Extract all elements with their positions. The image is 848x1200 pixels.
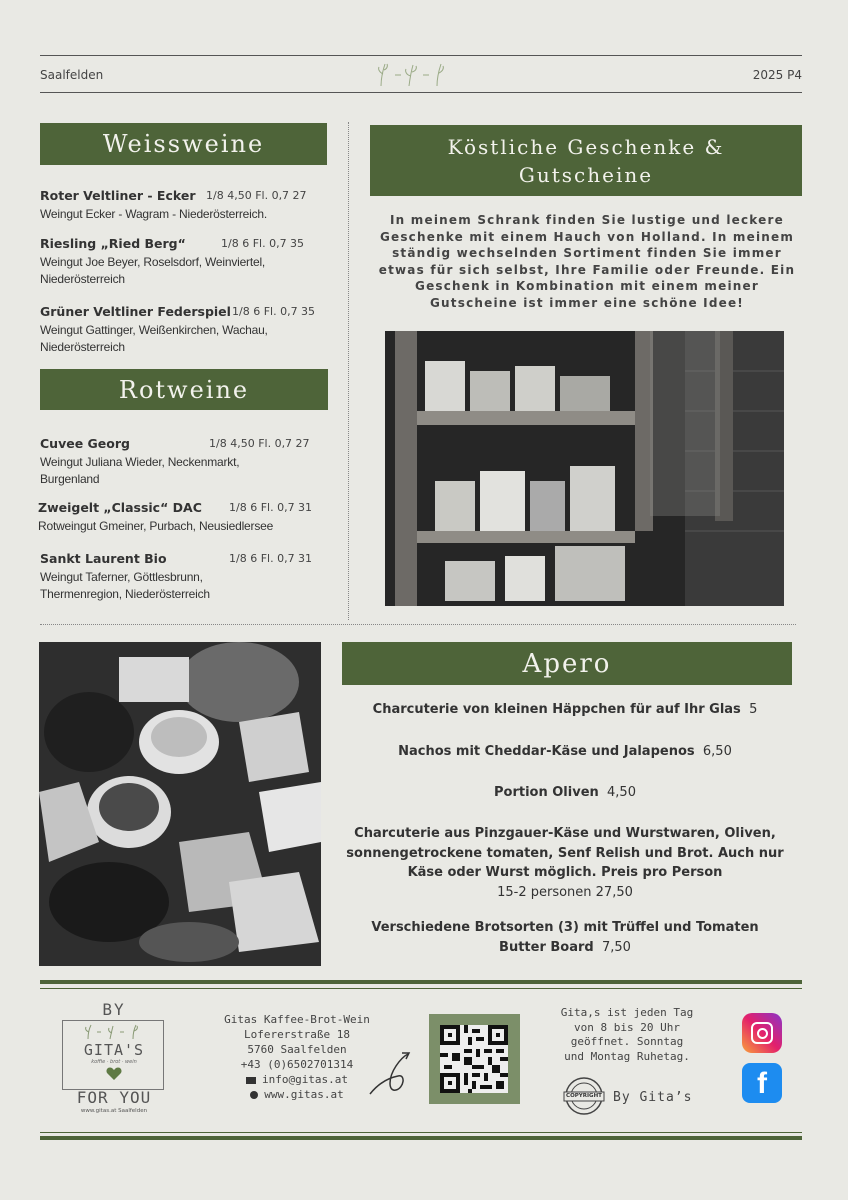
logo-by: BY <box>102 1000 126 1019</box>
by-gitas-text: By Gita’s <box>613 1090 693 1105</box>
copyright-label: COPYRIGHT <box>566 1093 602 1099</box>
address-line: 5760 Saalfelden <box>247 1043 347 1056</box>
hours-line: und Montag Ruhetag. <box>564 1049 690 1063</box>
leaf-sprig-icon <box>82 1024 142 1040</box>
apero-item <box>340 700 790 720</box>
footer-rule-top <box>40 980 802 984</box>
apero-item-text: Charcuterie von kleinen Häppchen für auf Ihr Glas <box>372 702 741 717</box>
wine-price: 1/8 6 Fl. 0,7 35 <box>221 237 305 250</box>
email-line[interactable] <box>212 1072 382 1087</box>
wine-name: Roter Veltliner - Ecker <box>40 188 196 203</box>
apero-item <box>355 918 775 957</box>
qr-code[interactable] <box>429 1014 520 1104</box>
weissweine-title: Weissweine <box>40 123 327 165</box>
gifts-title <box>370 125 802 196</box>
wine-name: Cuvee Georg <box>40 436 130 451</box>
wine-item <box>38 500 338 536</box>
curved-arrow-icon <box>366 1048 414 1098</box>
wine-price: 1/8 4,50 Fl. 0,7 27 <box>206 189 307 202</box>
globe-icon <box>250 1091 258 1099</box>
apero-item-price: 6,50 <box>702 744 732 759</box>
gifts-title-line2: Gutscheine <box>518 162 654 187</box>
header-location: Saalfelden <box>40 68 104 82</box>
hours-line: von 8 bis 20 Uhr <box>574 1020 680 1034</box>
envelope-icon <box>246 1077 256 1084</box>
apero-item-text: Nachos mit Cheddar-Käse und Jalapenos <box>398 744 695 759</box>
apero-item <box>340 742 790 762</box>
wine-desc: Weingut Joe Beyer, Roselsdorf, Weinviertel, Niederösterreich <box>40 255 266 286</box>
wine-item <box>40 236 340 290</box>
facebook-icon[interactable]: f <box>742 1063 782 1103</box>
wine-item <box>40 188 340 228</box>
wine-name: Sankt Laurent Bio <box>40 551 167 566</box>
apero-item-text: Verschiedene Brotsorten (3) mit Trüffel und Tomaten Butter Board <box>371 920 759 955</box>
gifts-title-line1: Köstliche Geschenke & <box>447 134 725 159</box>
heart-icon <box>106 1066 122 1081</box>
wine-price: 1/8 6 Fl. 0,7 31 <box>229 501 313 514</box>
logo-for-you: FOR YOU <box>76 1088 152 1107</box>
wine-price: 1/8 6 Fl. 0,7 35 <box>232 305 316 318</box>
copyright-stamp-icon <box>562 1076 606 1116</box>
rotweine-title: Rotweine <box>40 369 328 410</box>
hours-line: geöffnet. Sonntag <box>570 1035 684 1048</box>
apero-item-price: 4,50 <box>607 785 636 800</box>
column-divider <box>348 122 349 620</box>
apero-title: Apero <box>342 642 792 685</box>
apero-item <box>340 824 790 902</box>
logo-url: www.gitas.at Saalfelden <box>80 1108 148 1114</box>
hours-line: Gita‚s ist jeden Tag <box>560 1006 694 1019</box>
gitas-logo <box>62 1000 166 1114</box>
logo-name: GITA'S <box>83 1041 145 1059</box>
logo-tag: koffie · brot · wein <box>91 1059 137 1065</box>
address-line: +43 (0)6502701314 <box>240 1058 354 1071</box>
gifts-text: In meinem Schrank finden Sie lustige und leckere Geschenke mit einem Hauch von Holland. In meinem ständig wechselnden Sortiment finden Sie immer etwas für sich selbst, Ihre Familie oder Freunde. Ein Geschenk in Kombination mit einem meiner Gutscheine ist immer eine schöne Idee! <box>378 213 796 310</box>
leaf-sprig-icon <box>373 62 449 88</box>
instagram-icon[interactable] <box>742 1013 782 1053</box>
apero-item <box>340 783 790 803</box>
wine-item <box>40 304 340 358</box>
wine-price: 1/8 4,50 Fl. 0,7 27 <box>209 437 310 450</box>
address-line: Lofererstraße 18 <box>244 1028 350 1041</box>
wine-price: 1/8 6 Fl. 0,7 31 <box>229 552 313 565</box>
wine-name: Zweigelt „Classic“ DAC <box>38 500 202 515</box>
wine-item <box>40 436 340 490</box>
apero-item-price: 5 <box>749 702 758 717</box>
wine-desc: Weingut Ecker - Wagram - Niederösterreich. <box>40 207 268 221</box>
footer-rule-bottom-thick <box>40 1136 802 1140</box>
wine-desc: Rotweingut Gmeiner, Purbach, Neusiedlersee <box>38 519 274 533</box>
wine-desc: Weingut Gattinger, Weißenkirchen, Wachau, Niederösterreich <box>40 323 268 354</box>
address-line: Gitas Kaffee-Brot-Wein <box>224 1013 370 1026</box>
apero-item-text: Portion Oliven <box>494 785 599 800</box>
email-link[interactable]: info@gitas.at <box>261 1073 349 1086</box>
apero-item-text: Charcuterie aus Pinzgauer-Käse und Wurstwaren, Oliven, sonnengetrockene tomaten, Senf Relish und Brot. Auch nur Käse oder Wurst möglich. Preis pro Person <box>346 826 784 880</box>
opening-hours <box>546 1006 708 1064</box>
web-line[interactable] <box>212 1087 382 1102</box>
wine-desc: Weingut Juliana Wieder, Neckenmarkt, Burgenland <box>40 455 240 486</box>
charcuterie-photo <box>39 642 321 966</box>
header-page: 2025 P4 <box>752 68 802 82</box>
footer-address <box>212 1012 382 1102</box>
apero-item-price: 7,50 <box>602 939 631 955</box>
apero-item-sub: 15-2 personen 27,50 <box>497 884 633 900</box>
wine-name: Riesling „Ried Berg“ <box>40 236 186 251</box>
wine-item <box>40 551 340 605</box>
gift-cabinet-photo <box>385 331 784 606</box>
web-link[interactable]: www.gitas.at <box>264 1088 344 1101</box>
wine-desc: Weingut Taferner, Göttlesbrunn, Thermenregion, Niederösterreich <box>40 570 210 601</box>
section-divider <box>40 624 796 625</box>
footer-rule-bottom <box>40 1132 802 1133</box>
wine-name: Grüner Veltliner Federspiel <box>40 304 231 319</box>
